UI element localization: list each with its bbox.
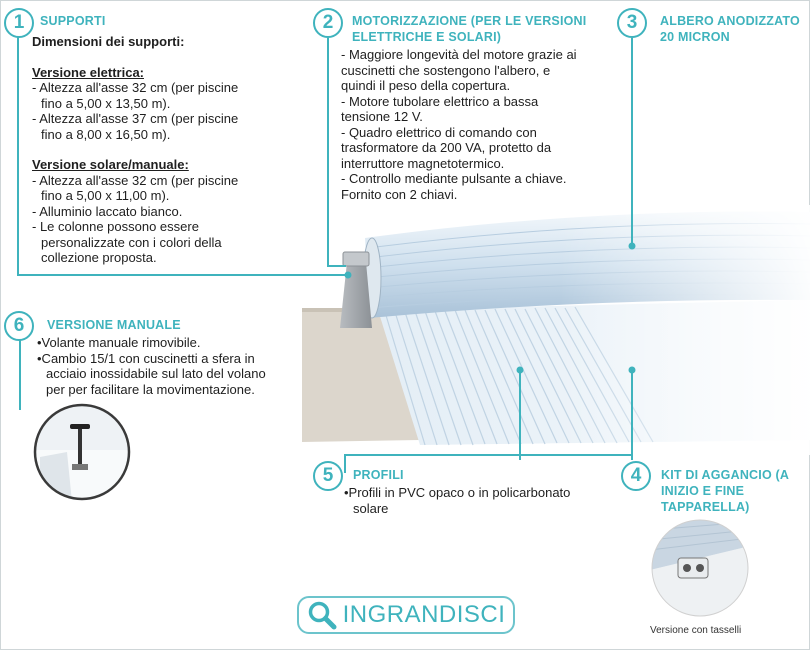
profili-line: solare — [353, 500, 389, 516]
manuale-line: •Cambio 15/1 con cuscinetti a sfera in — [37, 350, 255, 366]
kit-title-line: TAPPARELLA) — [661, 500, 750, 514]
motorizzazione-title-line: ELETTRICHE E SOLARI) — [352, 30, 502, 44]
solar-line: personalizzate con i colori della — [41, 234, 222, 250]
magnifier-icon — [307, 600, 337, 630]
albero-title — [660, 13, 800, 45]
kit-caption: Versione con tasselli — [650, 625, 742, 636]
zoom-button-label: INGRANDISCI — [342, 601, 506, 628]
manuale-title: VERSIONE MANUALE — [47, 318, 181, 332]
section-number-1: 1 — [4, 8, 34, 38]
profili-line: •Profili in PVC opaco o in policarbonato — [344, 485, 571, 500]
supporti-title: SUPPORTI — [40, 14, 106, 28]
profili-title: PROFILI — [353, 468, 404, 482]
motor-line: cuscinetti che sostengono l'albero, e — [341, 62, 551, 78]
manuale-line: per per facilitare la movimentazione. — [46, 381, 255, 397]
motorizzazione-title-line: MOTORIZZAZIONE (PER LE VERSIONI — [352, 14, 587, 28]
motor-line: interruttore magnetotermico. — [341, 155, 505, 171]
electric-heading: Versione elettrica: — [32, 64, 144, 80]
motor-line: - Motore tubolare elettrico a bassa — [341, 93, 539, 109]
motorizzazione-text — [341, 47, 611, 202]
motor-line: - Controllo mediante pulsante a chiave. — [341, 171, 567, 186]
kit-title-line: INIZIO E FINE — [661, 484, 745, 498]
electric-line: fino a 8,00 x 16,50 m). — [41, 126, 171, 142]
motor-line: trasformatore da 200 VA, protetto da — [341, 140, 552, 155]
hook-kit-detail-image — [650, 518, 750, 618]
motor-line: Fornito con 2 chiavi. — [341, 186, 458, 202]
motor-line: tensione 12 V. — [341, 109, 423, 124]
supporti-text — [32, 34, 302, 266]
solar-line: - Altezza all'asse 32 cm (per piscine — [32, 172, 239, 188]
electric-line: - Altezza all'asse 32 cm (per piscine — [32, 80, 239, 95]
supporti-heading: Dimensioni dei supporti: — [32, 34, 185, 49]
electric-line: fino a 5,00 x 13,50 m). — [41, 95, 171, 111]
solar-line: collezione proposta. — [41, 250, 157, 265]
motor-line: - Maggiore longevità del motore grazie ai — [341, 47, 577, 62]
section-number-5: 5 — [313, 461, 343, 491]
manuale-text — [37, 335, 302, 397]
motor-line: - Quadro elettrico di comando con — [341, 124, 537, 140]
solar-line: - Alluminio laccato bianco. — [32, 203, 183, 219]
kit-title-line: KIT DI AGGANCIO (A — [661, 468, 790, 482]
solar-line: fino a 5,00 x 11,00 m). — [41, 188, 170, 203]
zoom-button[interactable] — [297, 596, 515, 634]
profili-text — [344, 485, 624, 516]
section-number-2: 2 — [313, 8, 343, 38]
manuale-line: •Volante manuale rimovibile. — [37, 335, 201, 350]
kit-title — [661, 467, 789, 515]
section-number-4: 4 — [621, 461, 651, 491]
solar-heading: Versione solare/manuale: — [32, 157, 189, 172]
albero-title-line: ALBERO ANODIZZATO — [660, 14, 800, 28]
albero-title-line: 20 MICRON — [660, 30, 730, 44]
manuale-line: acciaio inossidabile sul lato del volano — [46, 366, 266, 381]
section-number-3: 3 — [617, 8, 647, 38]
section-number-6: 6 — [4, 311, 34, 341]
electric-line: - Altezza all'asse 37 cm (per piscine — [32, 111, 239, 126]
manual-crank-detail-image — [32, 402, 132, 502]
motor-line: quindi il peso della copertura. — [341, 78, 511, 93]
solar-line: - Le colonne possono essere — [32, 219, 199, 234]
motorizzazione-title — [352, 13, 586, 45]
